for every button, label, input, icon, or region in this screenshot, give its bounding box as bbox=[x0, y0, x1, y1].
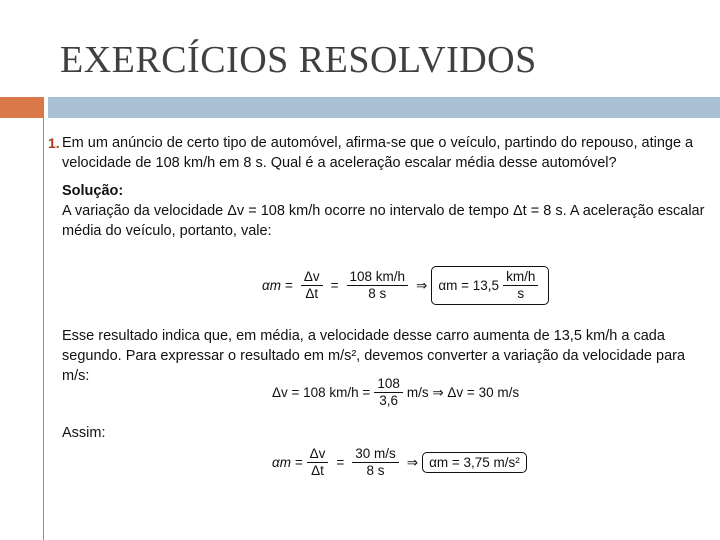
formula1-result-box bbox=[431, 266, 549, 305]
formula1-arrow: ⇒ bbox=[416, 277, 428, 293]
accent-bar-orange bbox=[0, 97, 43, 118]
formula-velocity-conversion bbox=[272, 376, 519, 409]
formula1-frac2 bbox=[347, 269, 409, 302]
formula2-frac bbox=[374, 376, 403, 409]
formula2-rest: m/s ⇒ Δv = 30 m/s bbox=[406, 384, 520, 400]
formula1-frac1-den: Δt bbox=[305, 286, 319, 301]
formula1-unit bbox=[503, 269, 538, 302]
slide-title: EXERCÍCIOS RESOLVIDOS bbox=[60, 39, 537, 81]
solution-text: A variação da velocidade Δv = 108 km/h ocorre no intervalo de tempo Δt = 8 s. A aceleração escalar média do veículo, portanto, vale: bbox=[62, 203, 705, 239]
formula1-lhs: αm bbox=[262, 278, 281, 293]
assim-block bbox=[62, 423, 712, 443]
formula1-frac2-den: 8 s bbox=[368, 286, 387, 301]
accent-bar-blue bbox=[48, 97, 720, 118]
formula3-frac1-num: Δv bbox=[307, 446, 329, 463]
formula1-frac1 bbox=[301, 269, 323, 302]
formula3-result-box bbox=[422, 452, 527, 473]
formula-final-acceleration: αm = $\frac{\Delta v}{\Delta t}$ = $\frac{30 m/s}{8 s}$ ⇒ αm = 3,75 m/s² bbox=[272, 446, 527, 479]
formula3-frac1 bbox=[307, 446, 329, 479]
formula1-frac2-num: 108 km/h bbox=[347, 269, 409, 286]
formula3-frac1-den: Δt bbox=[311, 463, 324, 478]
formula3-result: αm = 3,75 m/s² bbox=[429, 455, 520, 470]
question-paragraph bbox=[48, 133, 697, 173]
paragraph-2-text: Esse resultado indica que, em média, a velocidade desse carro aumenta de 13,5 km/h a cada segundo. Para expressar o resultado em m/s², devemos converter a variação da velocidade para m/s: bbox=[62, 328, 686, 384]
formula3-frac2-den: 8 s bbox=[366, 463, 385, 478]
formula2-lhs: Δv = 108 km/h = bbox=[272, 385, 371, 400]
solution-label: Solução: bbox=[62, 183, 124, 199]
formula-acceleration: αm = $\frac{\Delta v}{\Delta t}$ = $\frac{108 km/h}{8 s}$ ⇒ αm = 13,5 $\frac{km/h}{s}$ bbox=[262, 266, 549, 305]
formula1-frac1-num: Δv bbox=[301, 269, 323, 286]
formula3-frac2-num: 30 m/s bbox=[352, 446, 399, 463]
assim-text: Assim: bbox=[62, 425, 106, 441]
formula3-arrow: ⇒ bbox=[406, 454, 419, 470]
question-text: Em um anúncio de certo tipo de automóvel, afirma-se que o veículo, partindo do repouso, atinge a velocidade de 108 km/h em 8 s. Qual é a aceleração escalar média desse automóvel? bbox=[62, 135, 694, 171]
formula3-frac2 bbox=[352, 446, 399, 479]
formula1-unit-den: s bbox=[517, 286, 525, 301]
formula1-unit-num: km/h bbox=[503, 269, 538, 286]
left-rule bbox=[43, 97, 44, 540]
formula2-frac-num: 108 bbox=[374, 376, 403, 393]
formula1-result: αm = 13,5 bbox=[438, 278, 500, 293]
problem-content bbox=[48, 133, 712, 241]
formula3-lhs: αm = bbox=[272, 455, 303, 470]
problem-number: 1. bbox=[48, 135, 60, 151]
formula2-frac-den: 3,6 bbox=[379, 393, 398, 408]
